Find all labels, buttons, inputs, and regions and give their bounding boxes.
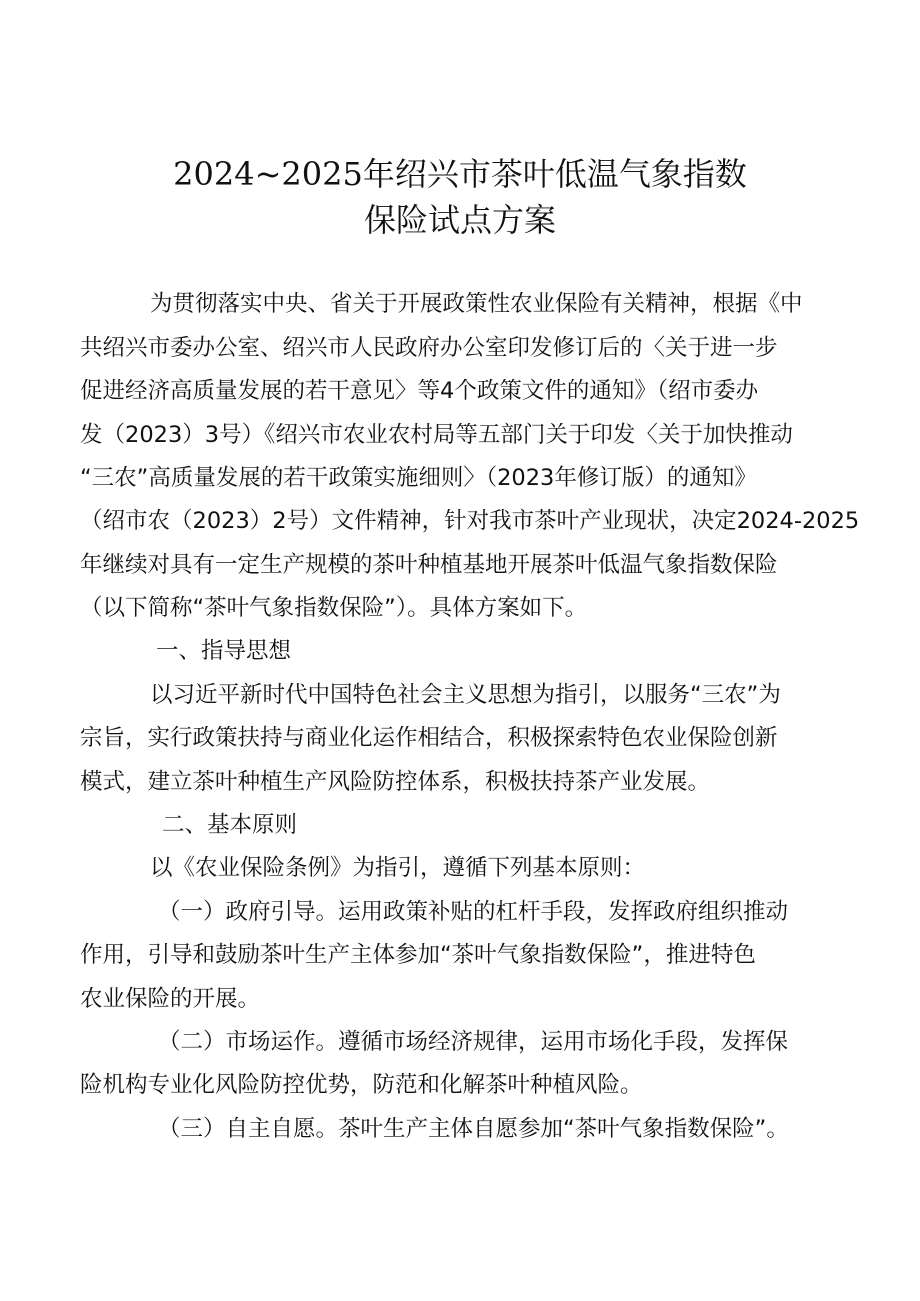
body-line: 发（2023）3号）《绍兴市农业农村局等五部门关于印发〈关于加快推动 xyxy=(80,422,793,448)
body-line: 作用，引导和鼓励茶叶生产主体参加“茶叶气象指数保险”，推进特色 xyxy=(80,942,756,968)
body-line: （三）自主自愿。茶叶生产主体自愿参加“茶叶气象指数保险”。 xyxy=(158,1116,789,1142)
body-line: 年继续对具有一定生产规模的茶叶种植基地开展茶叶低温气象指数保险 xyxy=(80,552,778,578)
body-line: 共绍兴市委办公室、绍兴市人民政府办公室印发修订后的〈关于进一步 xyxy=(80,335,778,361)
body-line: （一）政府引导。运用政策补贴的杠杆手段，发挥政府组织推动 xyxy=(158,899,789,925)
body-line: 以习近平新时代中国特色社会主义思想为指引，以服务“三农”为 xyxy=(150,682,781,708)
body-line: 险机构专业化风险防控优势，防范和化解茶叶种植风险。 xyxy=(80,1072,643,1098)
section-heading-guiding-ideology: 一、指导思想 xyxy=(156,638,292,664)
body-line: 为贯彻落实中央、省关于开展政策性农业保险有关精神，根据《中 xyxy=(150,291,803,317)
document-title-line-2: 保险试点方案 xyxy=(363,201,556,239)
body-line: 促进经济高质量发展的若干意见〉等4个政策文件的通知》（绍市委办 xyxy=(80,378,759,404)
body-line: （以下简称“茶叶气象指数保险”）。具体方案如下。 xyxy=(80,595,588,621)
document-title-line-1: 2024~2025年绍兴市茶叶低温气象指数 xyxy=(173,155,747,193)
body-line: （二）市场运作。遵循市场经济规律，运用市场化手段，发挥保 xyxy=(158,1029,789,1055)
body-line: “三农”高质量发展的若干政策实施细则〉（2023年修订版）的通知》 xyxy=(80,465,757,491)
body-line: （绍市农（2023）2号）文件精神，针对我市茶叶产业现状，决定2024-2025 xyxy=(80,508,860,534)
body-line: 模式，建立茶叶种植生产风险防控体系，积极扶持茶产业发展。 xyxy=(80,769,711,795)
section-heading-basic-principles: 二、基本原则 xyxy=(162,812,298,838)
body-line: 农业保险的开展。 xyxy=(80,986,261,1012)
body-line: 以《农业保险条例》为指引，遵循下列基本原则： xyxy=(150,855,646,881)
body-line: 宗旨，实行政策扶持与商业化运作相结合，积极探索特色农业保险创新 xyxy=(80,725,778,751)
